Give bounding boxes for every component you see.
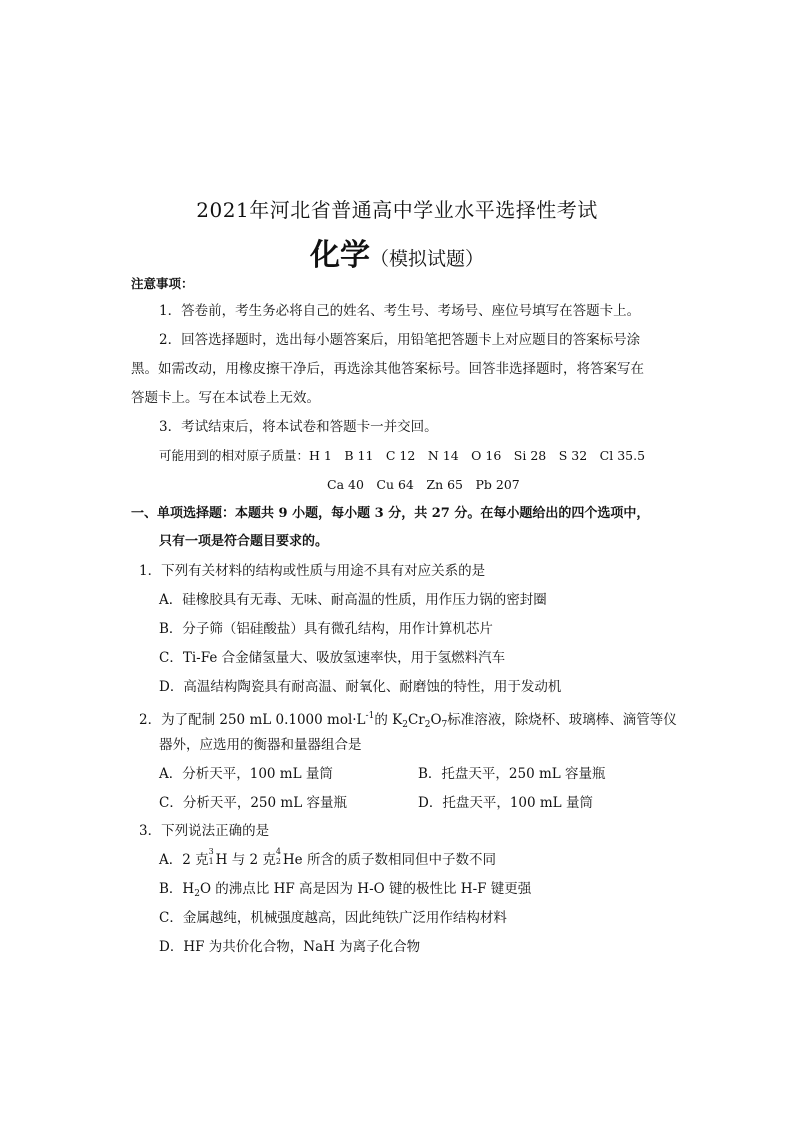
subject-subtitle: （模拟试题） [369, 248, 484, 270]
isotope-mass-number: 4 [275, 847, 281, 856]
atomic-mass-line-1: 可能用到的相对原子质量：H 1 B 11 C 12 N 14 O 16 Si 28 S 32 Cl 35.5 [159, 448, 646, 463]
question-1-option-b: B．分子筛（铝硅酸盐）具有微孔结构，用作计算机芯片 [159, 621, 493, 637]
section-1-heading-line-2: 只有一项是符合题目要求的。 [159, 534, 329, 549]
question-2-option-b: B．托盘天平，250 mL 容量瓶 [418, 766, 606, 782]
q2-cr: Cr [407, 712, 425, 728]
q3a-element-1: H 与 2 克 [215, 852, 276, 868]
isotope-he4-notation [275, 847, 283, 866]
q2-stem-part-c: 标准溶液，除烧杯、玻璃棒、滴管等仪 [447, 712, 677, 728]
subject-name: 化学 [309, 238, 370, 273]
q2-stem-part-b: 的 K [374, 712, 403, 728]
isotope-atomic-number: 2 [275, 857, 281, 866]
question-3-option-d: D．HF 为共价化合物，NaH 为离子化合物 [159, 939, 421, 955]
q2-cr-sub: 2 [424, 720, 431, 730]
question-1-option-a: A．硅橡胶具有无毒、无味、耐高温的性质，用作压力锅的密封圈 [159, 592, 547, 608]
section-1-heading: 一、单项选择题：本题共 9 小题，每小题 3 分，共 27 分。在每小题给出的四个选项中， [131, 506, 650, 521]
question-2-stem-line-2: 器外，应选用的衡器和量器组合是 [159, 737, 362, 753]
question-2-option-a: A．分析天平，100 mL 量筒 [159, 766, 333, 782]
notice-item-3: 3．考试结束后，将本试卷和答题卡一并交回。 [159, 419, 438, 435]
notice-item-2-line-1: 2．回答选择题时，选出每小题答案后，用铅笔把答题卡上对应题目的答案标号涂 [159, 332, 641, 348]
q3a-element-2: He 所含的质子数相同但中子数不同 [282, 852, 496, 868]
q2-stem-sup: -1 [365, 711, 375, 721]
atomic-mass-line-2: Ca 40 Cu 64 Zn 65 Pb 207 [327, 477, 520, 492]
question-1-stem: 1．下列有关材料的结构或性质与用途不具有对应关系的是 [139, 563, 486, 579]
notice-item-1: 1．答卷前，考生务必将自己的姓名、考生号、考场号、座位号填写在答题卡上。 [159, 303, 641, 319]
question-1-option-d: D．高温结构陶瓷具有耐高温、耐氧化、耐磨蚀的特性，用于发动机 [159, 679, 562, 695]
question-1-option-c: C．Ti-Fe 合金储氢量大、吸放氢速率快，用于氢燃料汽车 [159, 650, 506, 666]
isotope-atomic-number: 1 [208, 857, 214, 866]
question-3-stem: 3．下列说法正确的是 [139, 823, 270, 839]
q2-o-sub: 7 [441, 720, 448, 730]
subject-heading [0, 230, 794, 274]
q3b-part-a: B．H [159, 881, 195, 897]
q2-o: O [430, 712, 442, 728]
q3a-part-a: A．2 克 [159, 852, 209, 868]
notice-heading: 注意事项： [131, 276, 194, 291]
isotope-mass-number: 3 [208, 847, 214, 856]
q3b-sub: 2 [194, 889, 200, 899]
q3b-part-b: O 的沸点比 HF 高是因为 H-O 键的极性比 H-F 键更强 [199, 881, 532, 897]
question-3-option-c: C．金属越纯，机械强度越高，因此纯铁广泛用作结构材料 [159, 910, 507, 926]
question-2-option-d: D．托盘天平，100 mL 量筒 [418, 795, 593, 811]
notice-item-2-line-3: 答题卡上。写在本试卷上无效。 [131, 390, 320, 406]
question-2-stem [139, 706, 677, 735]
q2-stem-part-a: 2．为了配制 250 mL 0.1000 mol·L [139, 712, 366, 728]
q2-k-sub: 2 [402, 720, 408, 730]
question-2-option-c: C．分析天平，250 mL 容量瓶 [159, 795, 347, 811]
isotope-h3-notation [208, 847, 216, 866]
question-3-option-b [159, 879, 531, 904]
question-3-option-a [159, 847, 496, 870]
exam-title: 2021年河北省普通高中学业水平选择性考试 [196, 198, 598, 222]
notice-item-2-line-2: 黑。如需改动，用橡皮擦干净后，再选涂其他答案标号。回答非选择题时，将答案写在 [131, 361, 644, 377]
